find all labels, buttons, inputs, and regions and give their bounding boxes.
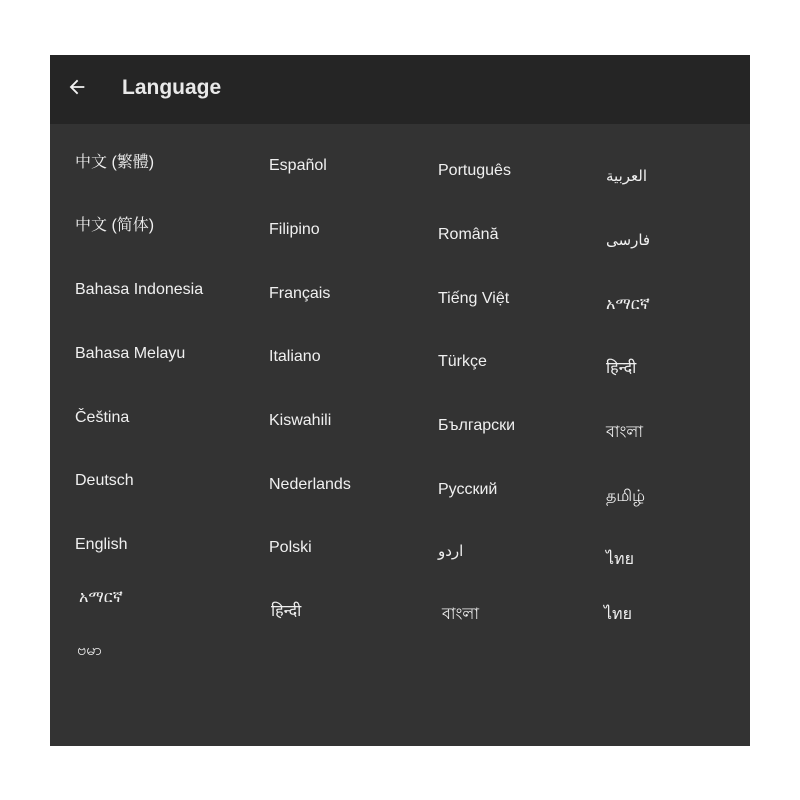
language-item-bahasa-indonesia[interactable]: Bahasa Indonesia (75, 281, 204, 298)
language-item-arabic[interactable]: العربية (606, 168, 647, 185)
language-item-chinese-traditional[interactable]: 中文 (繁體) (75, 154, 155, 171)
back-button[interactable] (60, 70, 94, 104)
page-title: Language (122, 76, 222, 99)
language-item-espanol[interactable]: Español (269, 157, 327, 174)
language-item-burmese[interactable]: ဗမာ (77, 642, 102, 659)
language-item-bengali[interactable]: বাংলা (606, 424, 643, 441)
language-item-amharic[interactable]: አማርኛ (606, 296, 650, 313)
language-item-hindi-2[interactable]: हिन्दी (271, 603, 302, 620)
language-item-filipino[interactable]: Filipino (269, 221, 320, 238)
app-bar (50, 55, 750, 124)
language-item-romana[interactable]: Română (438, 226, 499, 243)
language-item-tieng-viet[interactable]: Tiếng Việt (438, 290, 510, 307)
language-item-bengali-2[interactable]: বাংলা (442, 606, 479, 623)
language-item-chinese-simplified[interactable]: 中文 (简体) (75, 217, 155, 234)
language-item-hindi[interactable]: हिन्दी (606, 360, 637, 377)
language-item-portugues[interactable]: Português (438, 162, 511, 179)
language-item-bahasa-melayu[interactable]: Bahasa Melayu (75, 345, 186, 362)
language-item-amharic-2[interactable]: አማርኛ (79, 589, 123, 606)
language-item-thai-2[interactable]: ไทย (604, 606, 632, 623)
language-item-urdu[interactable]: اردو (438, 543, 464, 560)
language-item-francais[interactable]: Français (269, 285, 331, 302)
language-item-italiano[interactable]: Italiano (269, 348, 321, 365)
language-screen (50, 55, 750, 746)
language-item-english[interactable]: English (75, 536, 128, 553)
language-item-nederlands[interactable]: Nederlands (269, 476, 351, 493)
language-item-cestina[interactable]: Čeština (75, 409, 130, 426)
language-item-farsi[interactable]: فارسی (606, 232, 651, 249)
language-item-deutsch[interactable]: Deutsch (75, 472, 134, 489)
language-item-bulgarian[interactable]: Български (438, 417, 516, 434)
language-item-polski[interactable]: Polski (269, 539, 312, 556)
language-item-tamil[interactable]: தமிழ் (606, 488, 646, 505)
language-item-kiswahili[interactable]: Kiswahili (269, 412, 332, 429)
language-item-russian[interactable]: Русский (438, 481, 498, 498)
language-item-turkce[interactable]: Türkçe (438, 353, 487, 370)
arrow-left-icon (66, 76, 88, 98)
language-item-thai[interactable]: ไทย (606, 551, 634, 568)
